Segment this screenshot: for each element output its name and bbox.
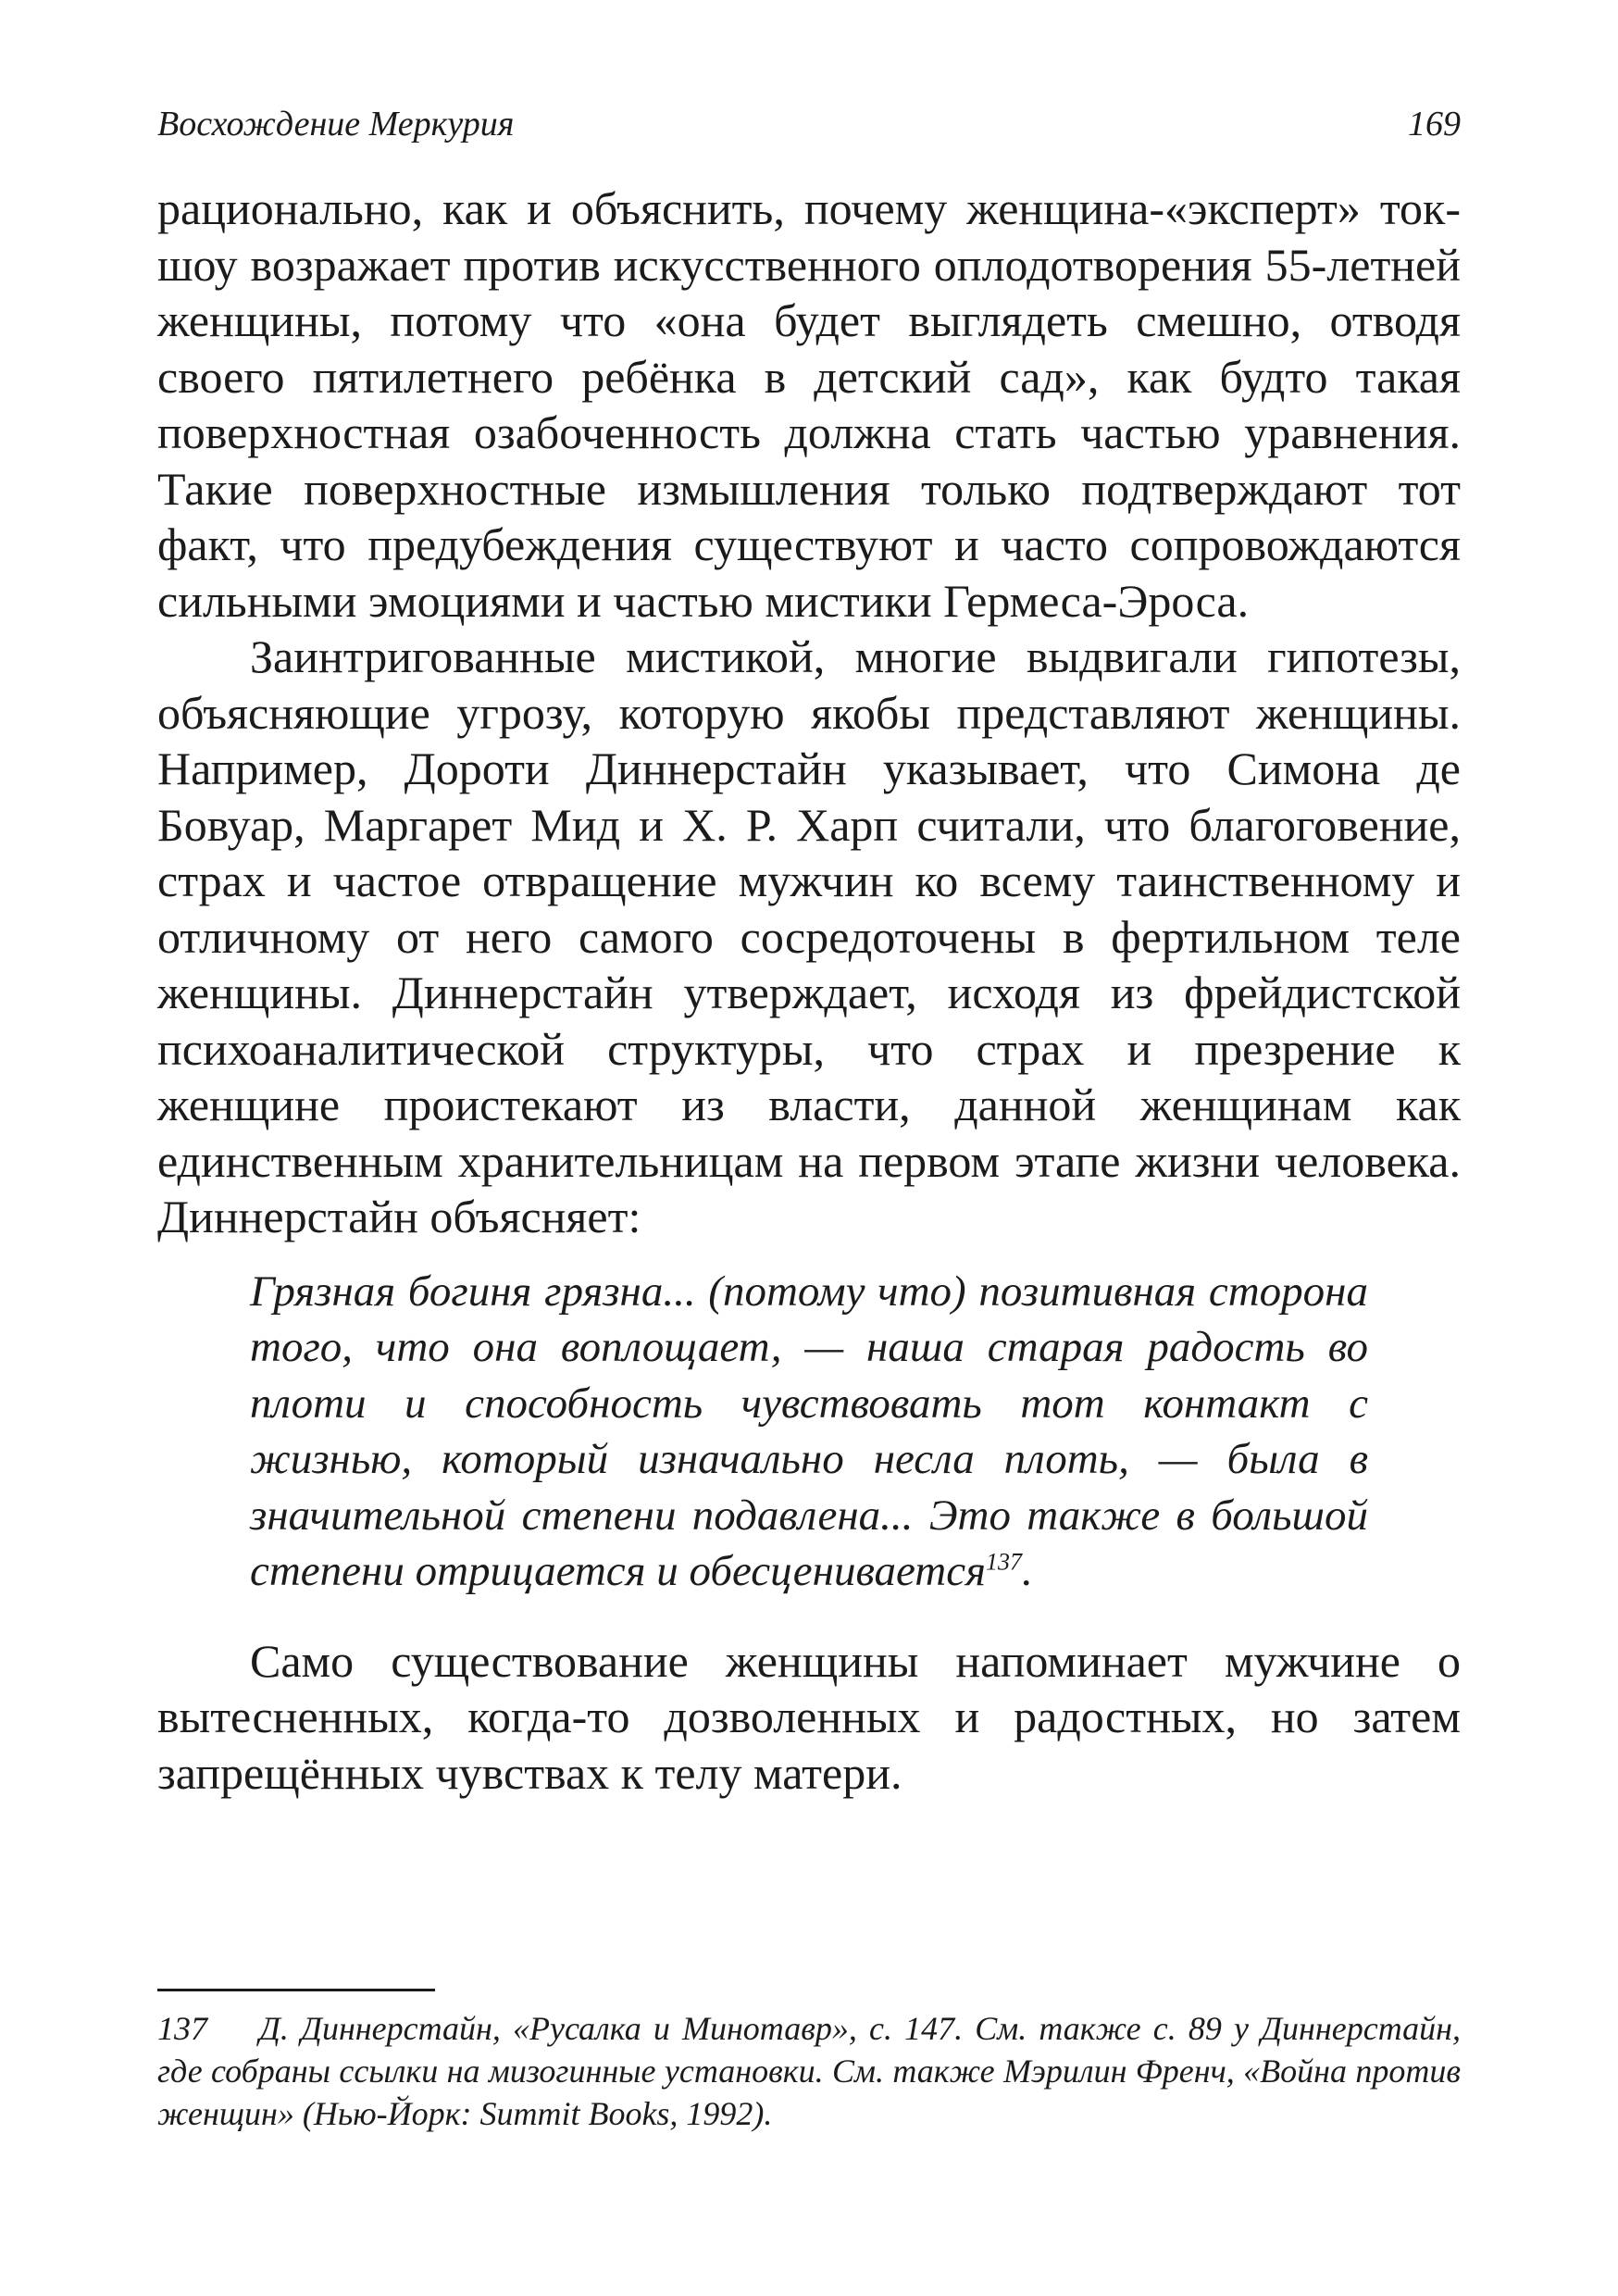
block-quote — [250, 1264, 1368, 1600]
block-quote-end: . — [1021, 1547, 1033, 1595]
footnote — [157, 2007, 1461, 2135]
footnote-text: Д. Диннерстайн, «Русалка и Минотавр», с. 147. См. также с. 89 у Диннерстайн, где собраны ссылки на мизогинные установки. См. также Мэрилин Френч, «Война против женщин» (Нью-Йорк: Summit Books, 1992). — [157, 2010, 1461, 2132]
footnote-reference: 137 — [985, 1548, 1022, 1576]
running-title: Восхождение Меркурия — [157, 105, 515, 144]
body-text — [157, 181, 1461, 1801]
footnote-divider — [157, 1989, 435, 1991]
footnote-number: 137 — [157, 2010, 207, 2047]
page-number: 169 — [1408, 105, 1461, 144]
paragraph-conclusion: Само существование женщины напоминает мужчине о вытесненных, когда-то дозволенных и радостных, но затем запрещённых чувствах к телу матери. — [157, 1634, 1461, 1799]
running-head — [157, 104, 1461, 159]
block-quote-text: Грязная богиня грязна... (потому что) позитивная сторона того, что она воплощает, — наша старая радость во плоти и способность чувствовать тот контакт с жизнью, который изначально несла плоть, — была в значительной степени подавлена... Это также в большой степени отрицается и обесценивается — [250, 1267, 1368, 1595]
paragraph-continued: рационально, как и объяснить, почему женщина-«эксперт» ток-шоу возражает против искусственного оплодотворения 55-летней женщины, потому что «она будет выглядеть смешно, отводя своего пятилетнего ребёнка в детский сад», как будто такая поверхностная озабоченность должна стать частью уравнения. Такие поверхностные измышления только подтверждают тот факт, что предубеждения существуют и часто сопровождаются сильными эмоциями и частью мистики Гермеса-Эроса. — [157, 182, 1461, 627]
paragraph-dinnerstein: Заинтригованные мистикой, многие выдвигали гипотезы, объясняющие угрозу, которую якобы представляют женщины. Например, Дороти Диннерстайн указывает, что Симона де Бовуар, Маргарет Мид и Х. Р. Харп считали, что благоговение, страх и частое отвращение мужчин ко всему таинственному и отличному от него самого сосредоточены в фертильном теле женщины. Диннерстайн утверждает, исходя из фрейдистской психоаналитической структуры, что страх и презрение к женщине проистекают из власти, данной женщинам как единственным хранительницам на первом этапе жизни человека. Диннерстайн объясняет: — [157, 630, 1461, 1242]
